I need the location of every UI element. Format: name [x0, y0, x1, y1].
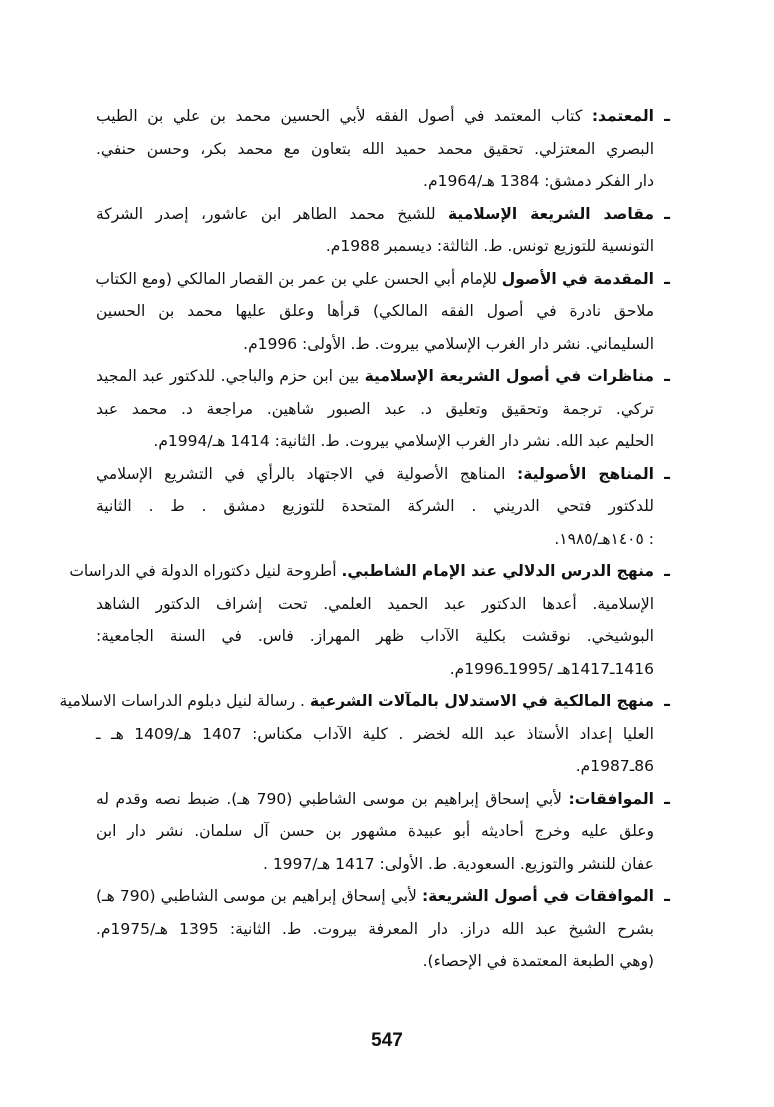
entry-title: مقاصد الشريعة الإسلامية	[447, 204, 654, 223]
entry-dash: ـ	[664, 203, 670, 224]
entry-line-text: للشيخ محمد الطاهر ابن عاشور، إصدر الشركة	[96, 204, 436, 223]
entry-line	[96, 588, 654, 621]
entry-dash: ـ	[664, 268, 670, 289]
entry-line	[96, 945, 654, 978]
entry-line-text: بين ابن حزم والباجي. للدكتور عبد المجيد	[96, 367, 360, 385]
entry-line-text: ملاحق نادرة في أصول الفقه المالكي) قرأها وعلق عليها محمد بن الحسين	[96, 302, 654, 320]
entry-title: المناهج الأصولية:	[517, 464, 654, 483]
entry-dash: ـ	[664, 788, 670, 809]
bibliography-entry	[59, 685, 676, 783]
entry-dash: ـ	[664, 886, 670, 906]
entry-line-text: . رسالة لنيل دبلوم الدراسات الاسلامية	[59, 692, 305, 710]
entry-title: الموافقات:	[568, 789, 654, 808]
entry-dash: ـ	[664, 691, 670, 711]
entry-line	[96, 815, 654, 848]
entry-line-text: لأبي إسحاق إبراهيم بن موسى الشاطبي (790 هـ)	[96, 887, 417, 905]
entry-line	[96, 458, 654, 491]
entry-line-text: الإسلامية. أعدها الدكتور عبد الحميد العلمي. تحت إشراف الدكتور الشاهد	[96, 594, 654, 613]
bibliography-entry	[96, 198, 676, 263]
entry-line-text: العليا إعداد الأستاذ عبد الله لخضر . كلية الآداب مكناس: 1407 هـ/1409 هـ ـ	[96, 724, 654, 743]
entry-title: منهج الدرس الدلالي عند الإمام الشاطبي.	[341, 562, 654, 580]
entry-title: الموافقات في أصول الشريعة:	[421, 887, 654, 905]
entry-line	[96, 750, 654, 783]
entry-line-text: عفان للنشر والتوزيع. السعودية. ط. الأولى: 1417 هـ/1997 .	[262, 854, 654, 873]
entry-line-text: دار الفكر دمشق: 1384 هـ/1964م.	[423, 172, 654, 190]
bibliography-entry	[96, 263, 676, 361]
bibliography-entry	[96, 360, 676, 458]
entry-line	[96, 848, 654, 881]
entry-line-text: التونسية للتوزيع تونس. ط. الثالثة: ديسمبر 1988م.	[325, 237, 654, 255]
entry-line	[96, 263, 654, 296]
entry-line-text: بشرح الشيخ عبد الله دراز. دار المعرفة بيروت. ط. الثانية: 1395 هـ/1975م.	[96, 919, 654, 938]
bibliography-entry	[96, 880, 676, 978]
entry-line	[96, 620, 654, 653]
entry-line-text: 1416ـ1417هـ /1995ـ1996م.	[449, 659, 654, 678]
entry-title: مناظرات في أصول الشريعة الإسلامية	[364, 367, 654, 385]
entry-title: المعتمد:	[591, 107, 654, 125]
page-number: 547	[371, 1030, 403, 1051]
entry-line-text: لأبي إسحاق إبراهيم بن موسى الشاطبي (790 هـ). ضبط نصه وقدم له	[96, 789, 562, 808]
bibliography-entry	[96, 100, 676, 198]
entry-line	[96, 880, 654, 913]
entry-line-text: البوشيخي. نوقشت بكلية الآداب ظهر المهراز. فاس. في السنة الجامعية:	[96, 627, 654, 645]
entry-line	[96, 230, 654, 263]
entry-line	[96, 653, 654, 686]
entry-line	[69, 555, 654, 588]
entry-line-text: السليماني. نشر دار الغرب الإسلامي بيروت. ط. الأولى: 1996م.	[243, 334, 654, 353]
entry-line-text: تركي. ترجمة وتحقيق وتعليق د. عبد الصبور شاهين. مراجعة د. محمد عبد	[96, 399, 654, 418]
entry-line	[96, 100, 654, 133]
bibliography-entry	[96, 458, 676, 556]
entry-dash: ـ	[664, 106, 670, 126]
entry-title: المقدمة في الأصول	[501, 269, 654, 288]
entry-line-text: أطروحة لنيل دكتوراه الدولة في الدراسات	[69, 562, 337, 580]
entry-line-text: الحليم عبد الله. نشر دار الغرب الإسلامي بيروت. ط. الثانية: 1414 هـ/1994م.	[153, 432, 654, 450]
entry-line-text: وعلق عليه وخرج أحاديثه أبو عبيدة مشهور بن حسن آل سلمان. نشر دار ابن	[96, 822, 654, 840]
entry-line-text: : ١٤٠٥هـ/١٩٨٥.	[554, 529, 654, 548]
entry-line	[96, 133, 654, 166]
entry-line-text: 86ـ1987م.	[575, 757, 654, 775]
entry-dash: ـ	[664, 366, 670, 386]
entry-line	[96, 198, 654, 231]
entry-line	[96, 328, 654, 361]
entry-dash: ـ	[664, 561, 670, 581]
entry-line	[96, 718, 654, 751]
entry-line-text: البصري المعتزلي. تحقيق محمد حميد الله بتعاون مع محمد بكر، وحسن حنفي.	[96, 139, 654, 158]
entry-line	[96, 523, 654, 556]
entry-line-text: كتاب المعتمد في أصول الفقه لأبي الحسين محمد بن علي بن الطيب	[96, 107, 583, 125]
entry-title: منهج المالكية في الاستدلال بالمآلات الشرعية	[309, 692, 654, 710]
entry-line	[96, 783, 654, 816]
entry-line-text: المناهج الأصولية في الاجتهاد بالرأي في التشريع الإسلامي	[96, 464, 506, 483]
entry-line	[96, 425, 654, 458]
entry-line	[96, 165, 654, 198]
entry-line-text: (وهي الطبعة المعتمدة في الإحصاء).	[422, 952, 654, 970]
entry-line	[96, 913, 654, 946]
entry-dash: ـ	[664, 463, 670, 484]
entry-line	[96, 360, 654, 393]
bibliography-entry	[96, 783, 676, 881]
entry-line-text: للدكتور فتحي الدريني . الشركة المتحدة للتوزيع دمشق . ط . الثانية	[96, 497, 654, 515]
entry-line	[96, 490, 654, 523]
entry-line-text: للإمام أبي الحسن علي بن عمر بن القصار المالكي (ومع الكتاب	[95, 269, 497, 288]
bibliography-list	[59, 100, 676, 978]
entry-line	[96, 295, 654, 328]
bibliography-entry	[69, 555, 676, 685]
entry-line	[59, 685, 654, 718]
entry-line	[96, 393, 654, 426]
